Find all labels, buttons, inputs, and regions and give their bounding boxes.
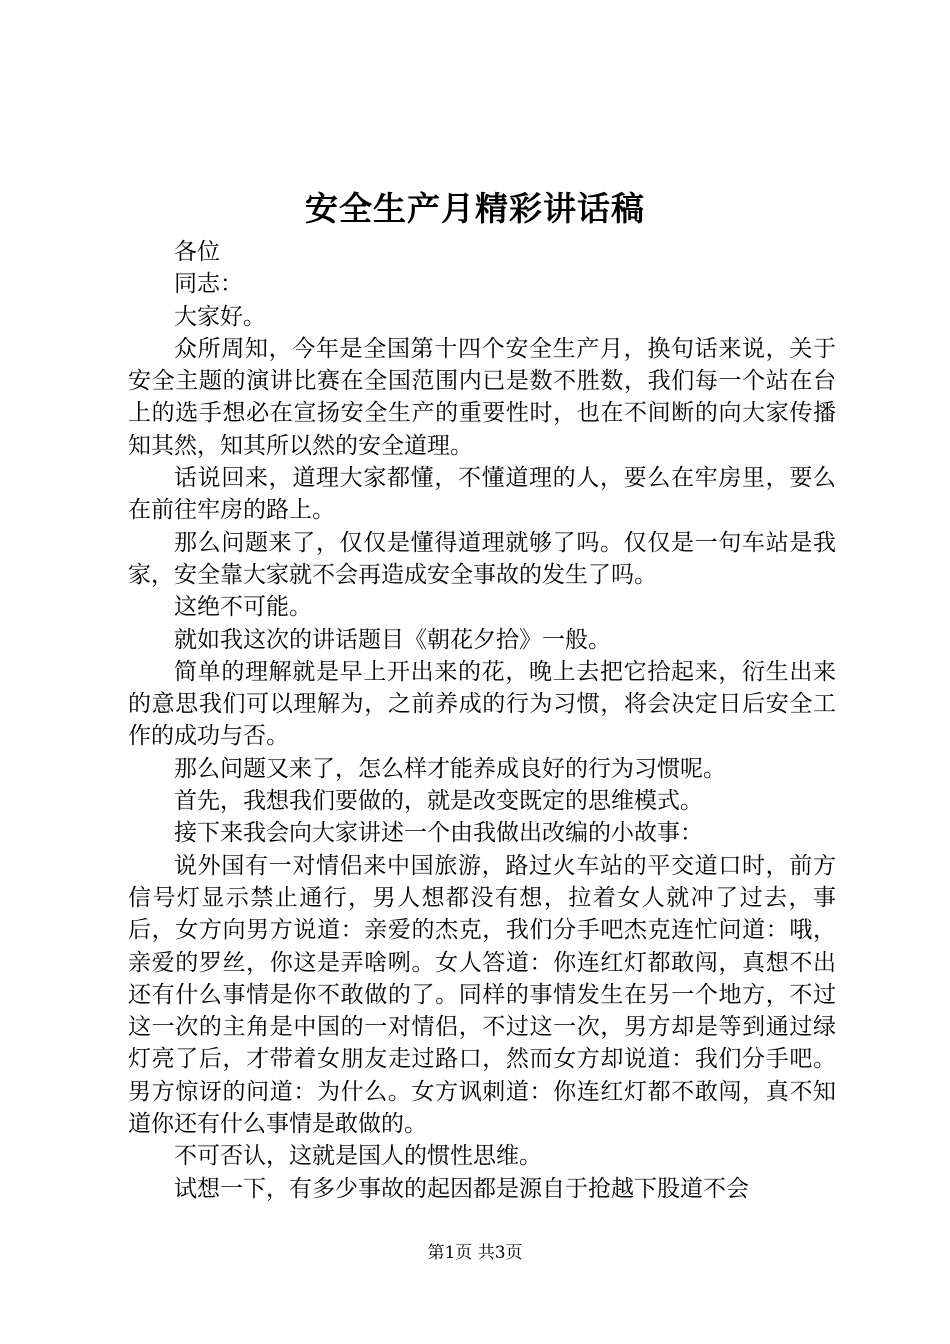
paragraph: 说外国有一对情侣来中国旅游，路过火车站的平交道口时，前方信号灯显示禁止通行，男人想都没有想，拉着女人就冲了过去，事后，女方向男方说道：亲爱的杰克，我们分手吧杰克连忙问道：哦，亲爱的罗丝，你这是弄啥咧。女人答道：你连红灯都敢闯，真想不出还有什么事情是你不敢做的了。同样的事情发生在另一个地方，不过这一次的主角是中国的一对情侣，不过这一次，男方却是等到通过绿灯亮了后，才带着女朋友走过路口，然而女方却说道：我们分手吧。男方惊讶的问道：为什么。女方讽刺道：你连红灯都不敢闯，真不知道你还有什么事情是敢做的。: [128, 852, 836, 1138]
page-footer: 第1页 共3页: [427, 1243, 523, 1263]
document-body: [128, 236, 836, 1205]
paragraph: 话说回来，道理大家都懂，不懂道理的人，要么在牢房里，要么在前往牢房的路上。: [128, 465, 836, 524]
paragraph: 众所周知，今年是全国第十四个安全生产月，换句话来说，关于安全主题的演讲比赛在全国范围内已是数不胜数，我们每一个站在台上的选手想必在宣扬安全生产的重要性时，也在不间断的向大家传播知其然，知其所以然的安全道理。: [128, 335, 836, 459]
paragraph: 试想一下，有多少事故的起因都是源自于抢越下股道不会: [174, 1175, 749, 1202]
paragraph: 首先，我想我们要做的，就是改变既定的思维模式。: [174, 788, 703, 815]
paragraph: 各位: [174, 239, 220, 265]
paragraph: 大家好。: [174, 303, 266, 330]
paragraph: 接下来我会向大家讲述一个由我做出改编的小故事：: [174, 820, 703, 847]
paragraph: 就如我这次的讲话题目《朝花夕拾》一般。: [174, 626, 611, 653]
paragraph: 不可否认，这就是国人的惯性思维。: [174, 1143, 542, 1170]
paragraph: 简单的理解就是早上开出来的花，晚上去把它拾起来，衍生出来的意思我们可以理解为，之前养成的行为习惯，将会决定日后安全工作的成功与否。: [128, 658, 836, 750]
paragraph: 这绝不可能。: [174, 594, 312, 621]
document-title: 安全生产月精彩讲话稿: [305, 189, 645, 228]
paragraph: 那么问题又来了，怎么样才能养成良好的行为习惯呢。: [174, 755, 726, 782]
paragraph: 那么问题来了，仅仅是懂得道理就够了吗。仅仅是一句车站是我家，安全靠大家就不会再造成安全事故的发生了吗。: [128, 529, 836, 588]
paragraph: 同志：: [174, 271, 243, 298]
